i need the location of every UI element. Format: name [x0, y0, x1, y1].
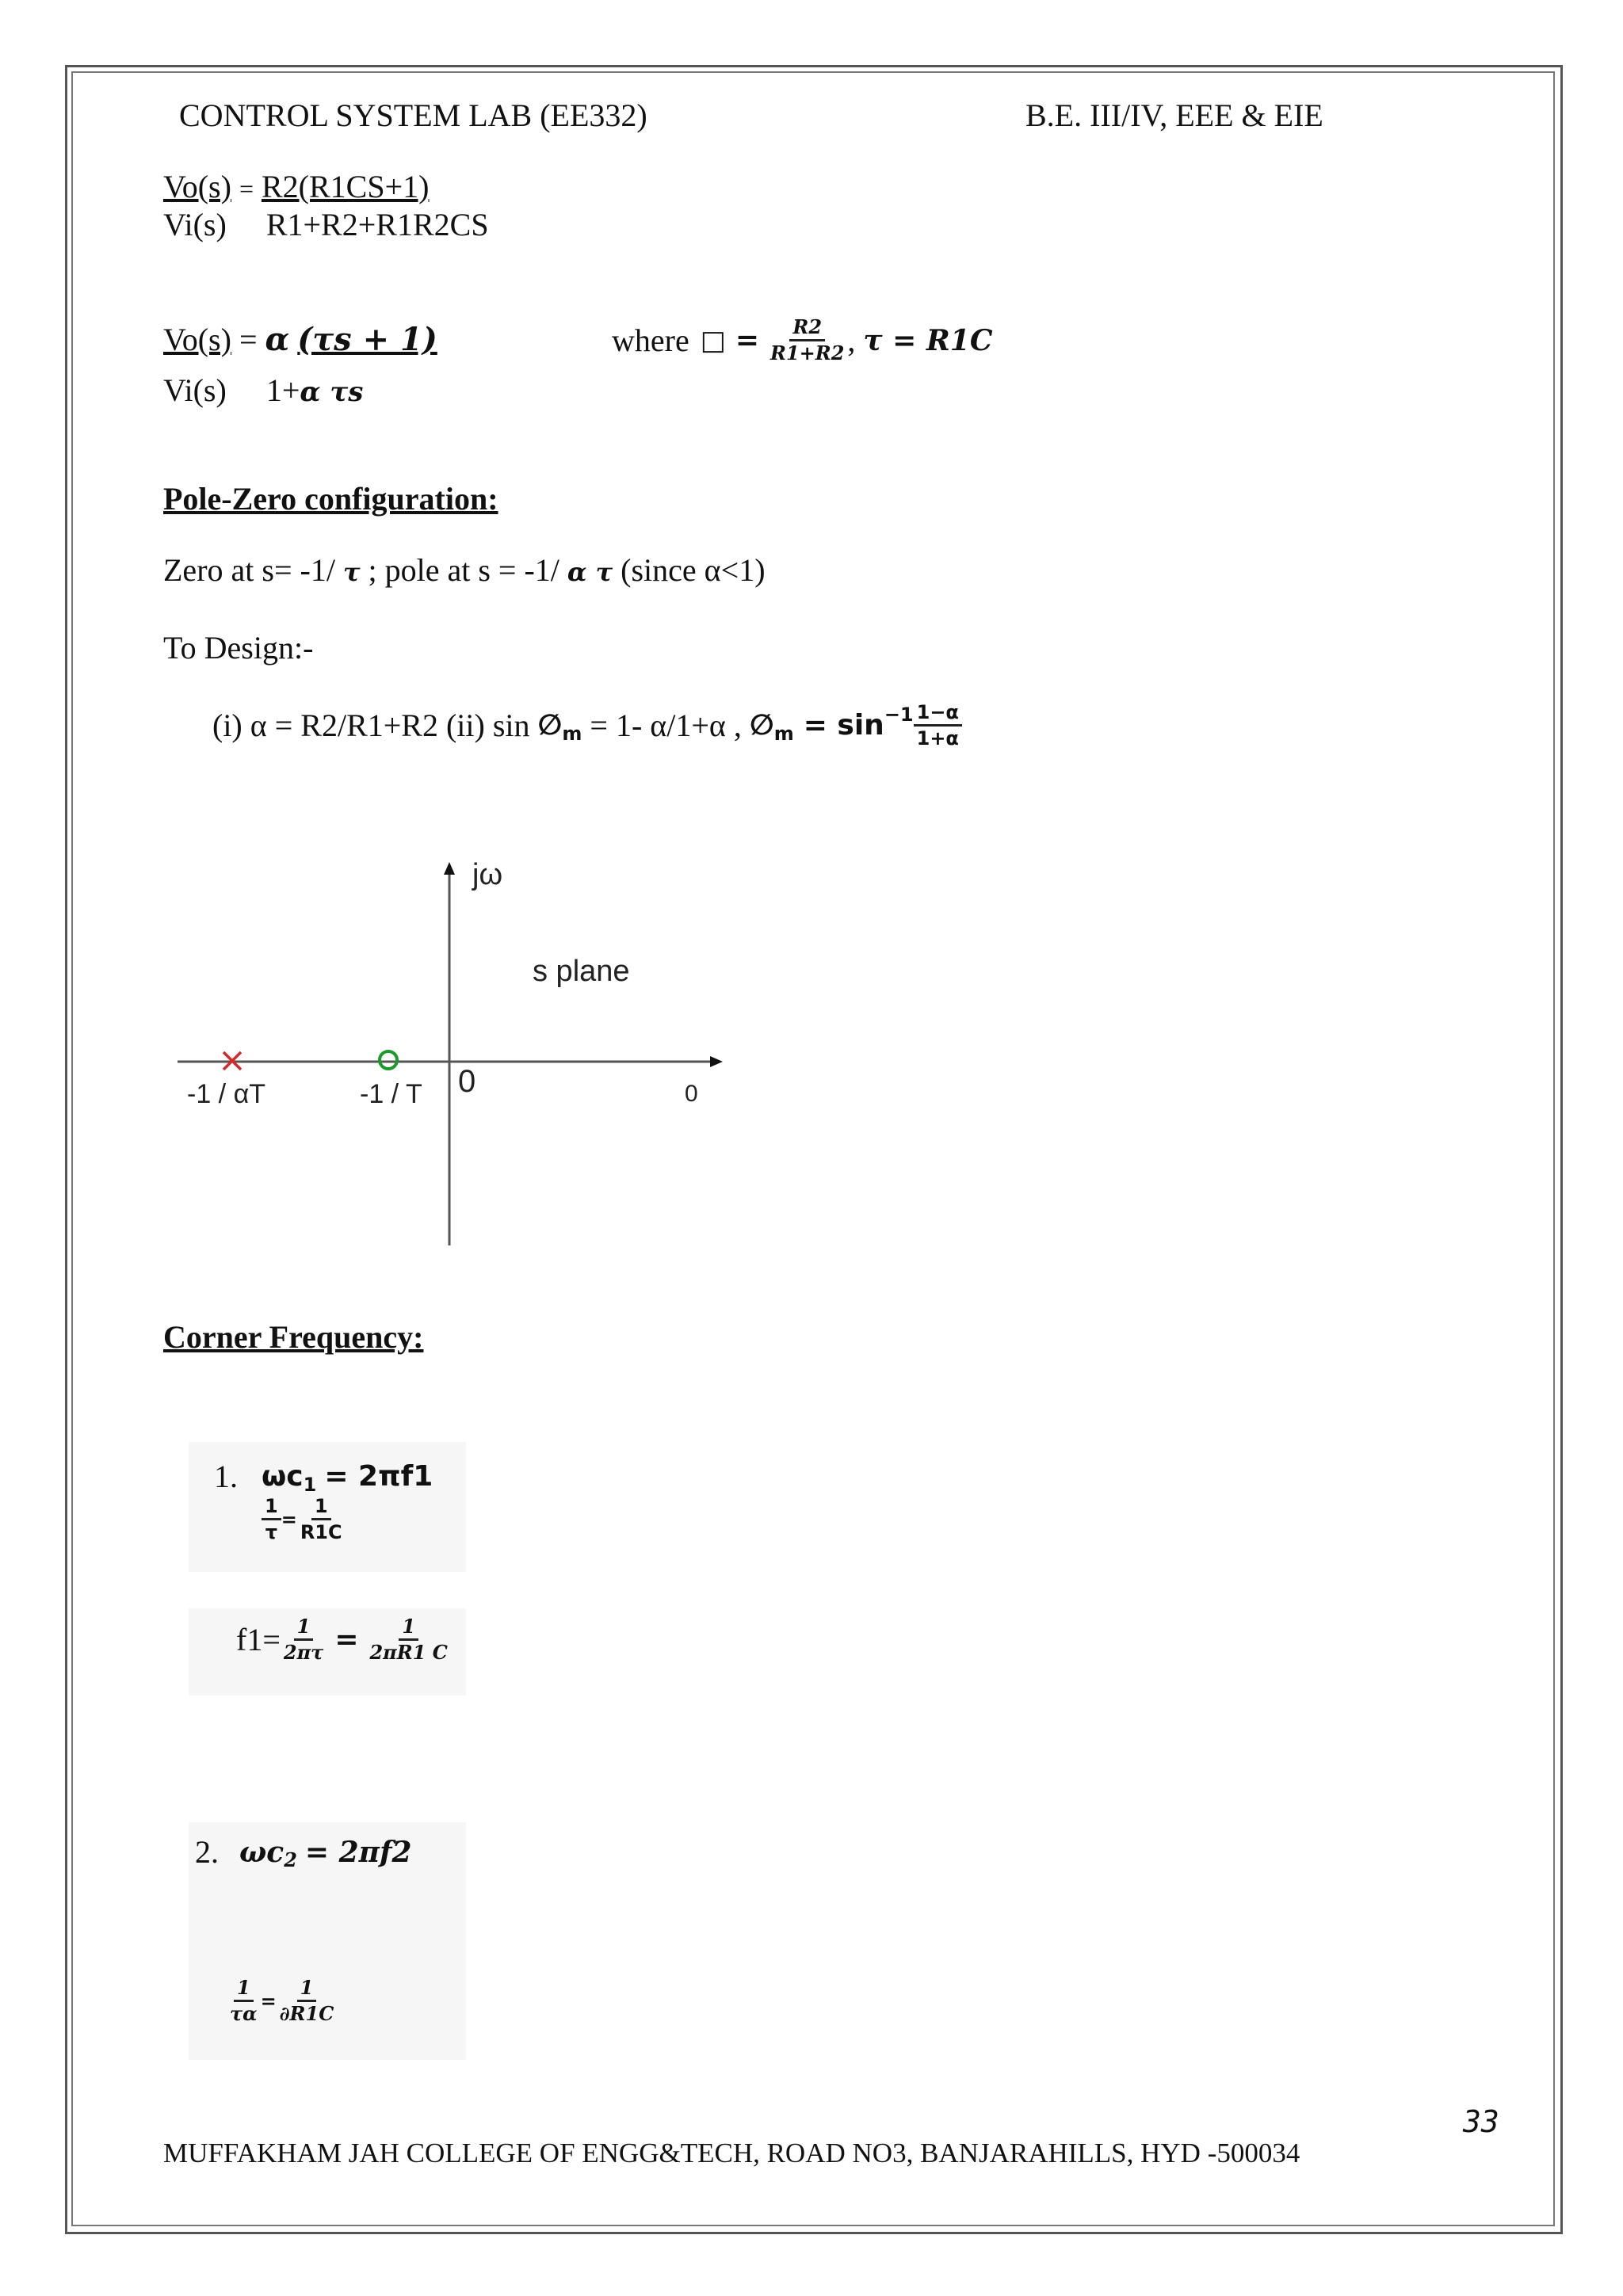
tf2-box-symbol: □	[700, 324, 726, 357]
pz-mid: ; pole at s = -1/	[368, 552, 559, 588]
tf2-numerator-line	[163, 321, 437, 358]
item2-rhs: = 2πf2	[304, 1835, 412, 1869]
design-heading: To Design:-	[163, 630, 314, 666]
origin-label: 0	[458, 1064, 476, 1099]
jw-label: jω	[472, 858, 503, 891]
pole-zero-heading: Pole-Zero configuration:	[163, 481, 498, 517]
pole-label: -1 / αT	[187, 1079, 265, 1109]
phi-symbol-2: ∅	[749, 709, 774, 742]
item1-frac-r1c	[297, 1496, 346, 1543]
item1-omega: ωc	[262, 1460, 304, 1493]
item1-omega-sub: 1	[303, 1473, 317, 1496]
item2-number: 2.	[195, 1834, 219, 1870]
s-plane-label: s plane	[533, 955, 630, 988]
phi-frac-num: 1−α	[914, 702, 962, 727]
phi-subscript-2: m	[773, 722, 794, 745]
item1-number: 1.	[214, 1459, 238, 1494]
corner-item-1	[214, 1458, 433, 1495]
f1-frac-b-den: 2πR1 C	[369, 1641, 448, 1665]
last-frac-b	[277, 1978, 338, 2025]
tf2-equals: =	[239, 322, 258, 357]
item1-rhs: = 2πf1	[324, 1460, 433, 1493]
real-axis-arrowhead	[710, 1056, 723, 1067]
tf1-numerator-line	[163, 168, 429, 205]
zero-marker	[380, 1051, 397, 1069]
item2-omega: ωc	[239, 1835, 285, 1869]
f1-prefix: f1=	[236, 1622, 281, 1658]
s-plane-diagram	[158, 848, 761, 1260]
f1-frac-a-den: 2πτ	[283, 1641, 324, 1665]
tf2-where-clause: where □ = $\frac{R2}{R1+R2}$ , τ = R1C	[612, 315, 993, 365]
last-frac-a-den: τα	[230, 2002, 258, 2026]
tf1-rhs-den: R1+R2+R1R2CS	[265, 207, 489, 242]
alpha-def-num: R2	[789, 317, 825, 341]
alpha-definition-fraction	[767, 317, 847, 364]
sin-inverse-sup: −1	[884, 703, 914, 726]
f1-formula	[236, 1616, 451, 1664]
pz-post: (since α<1)	[621, 552, 766, 588]
tf2-alpha: α	[265, 321, 290, 358]
f1-frac-a	[281, 1616, 327, 1664]
tf2-where: where	[612, 322, 689, 359]
tf1-denominator-line	[163, 206, 489, 243]
corner-item-1-relation	[262, 1496, 346, 1543]
header-course: CONTROL SYSTEM LAB (EE332)	[179, 97, 647, 133]
tf1-equals: =	[239, 174, 254, 203]
item1-frac-r1c-num: 1	[311, 1496, 331, 1520]
real-axis-end-label: 0	[685, 1081, 698, 1107]
tf2-denominator-line	[163, 372, 363, 409]
tf2-rhs-num: (τs + 1)	[297, 321, 437, 358]
alpha-def-den: R1+R2	[770, 341, 845, 365]
last-frac-b-den: ∂R1C	[279, 2002, 334, 2026]
zero-label: -1 / T	[360, 1079, 422, 1109]
pz-alpha-tau: α τ	[567, 557, 613, 587]
design-eq-text: = 1- α/1+α ,	[590, 707, 742, 744]
tf2-lhs-num: Vo(s)	[163, 322, 231, 357]
sin-inverse: = sin	[803, 709, 884, 742]
pole-zero-line	[163, 551, 766, 589]
phi-m-fraction	[914, 702, 962, 749]
corner-item-2-relation	[227, 1978, 337, 2025]
tf2-rhs-den-math: α τs	[300, 376, 364, 408]
tf1-lhs-num: Vo(s)	[163, 169, 231, 204]
item1-eqs: =	[281, 1508, 297, 1531]
phi-symbol: ∅	[537, 709, 563, 742]
pz-tau: τ	[342, 557, 361, 587]
tf2-lhs-den: Vi(s)	[163, 372, 227, 408]
f1-frac-b-num: 1	[399, 1616, 418, 1641]
last-eq: =	[260, 1989, 277, 2012]
design-item-i: (i) α = R2/R1+R2 (ii) sin	[212, 707, 530, 744]
last-frac-a-num: 1	[234, 1978, 254, 2002]
corner-item-2	[195, 1833, 412, 1871]
imaginary-axis-arrowhead	[444, 862, 455, 875]
corner-frequency-heading: Corner Frequency:	[163, 1319, 424, 1355]
last-frac-b-num: 1	[297, 1978, 317, 2002]
tf2-rhs-den-prefix: 1+	[265, 372, 300, 408]
item1-frac-tau	[262, 1496, 281, 1543]
tf2-comma: ,	[847, 322, 856, 359]
f1-frac-b	[366, 1616, 450, 1664]
footer-address: MUFFAKHAM JAH COLLEGE OF ENGG&TECH, ROAD NO3, BANJARAHILLS, HYD -500034	[163, 2138, 1300, 2168]
design-line	[212, 702, 962, 749]
tf1-lhs-den: Vi(s)	[163, 207, 227, 242]
pz-pre: Zero at s= -1/	[163, 552, 335, 588]
phi-frac-den: 1+α	[916, 727, 959, 750]
f1-frac-a-num: 1	[294, 1616, 314, 1641]
f1-eq: =	[334, 1623, 359, 1657]
last-frac-a	[227, 1978, 261, 2025]
tf1-rhs-num: R2(R1CS+1)	[261, 169, 430, 204]
phi-subscript: m	[562, 722, 582, 745]
item1-frac-tau-den: τ	[265, 1521, 278, 1544]
page-number: 33	[1463, 2104, 1499, 2139]
item1-frac-tau-num: 1	[262, 1496, 281, 1520]
item1-frac-r1c-den: R1C	[300, 1521, 342, 1544]
header-program: B.E. III/IV, EEE & EIE	[1025, 97, 1323, 133]
item2-omega-sub: 2	[284, 1848, 297, 1871]
tau-definition: τ = R1C	[863, 323, 993, 357]
